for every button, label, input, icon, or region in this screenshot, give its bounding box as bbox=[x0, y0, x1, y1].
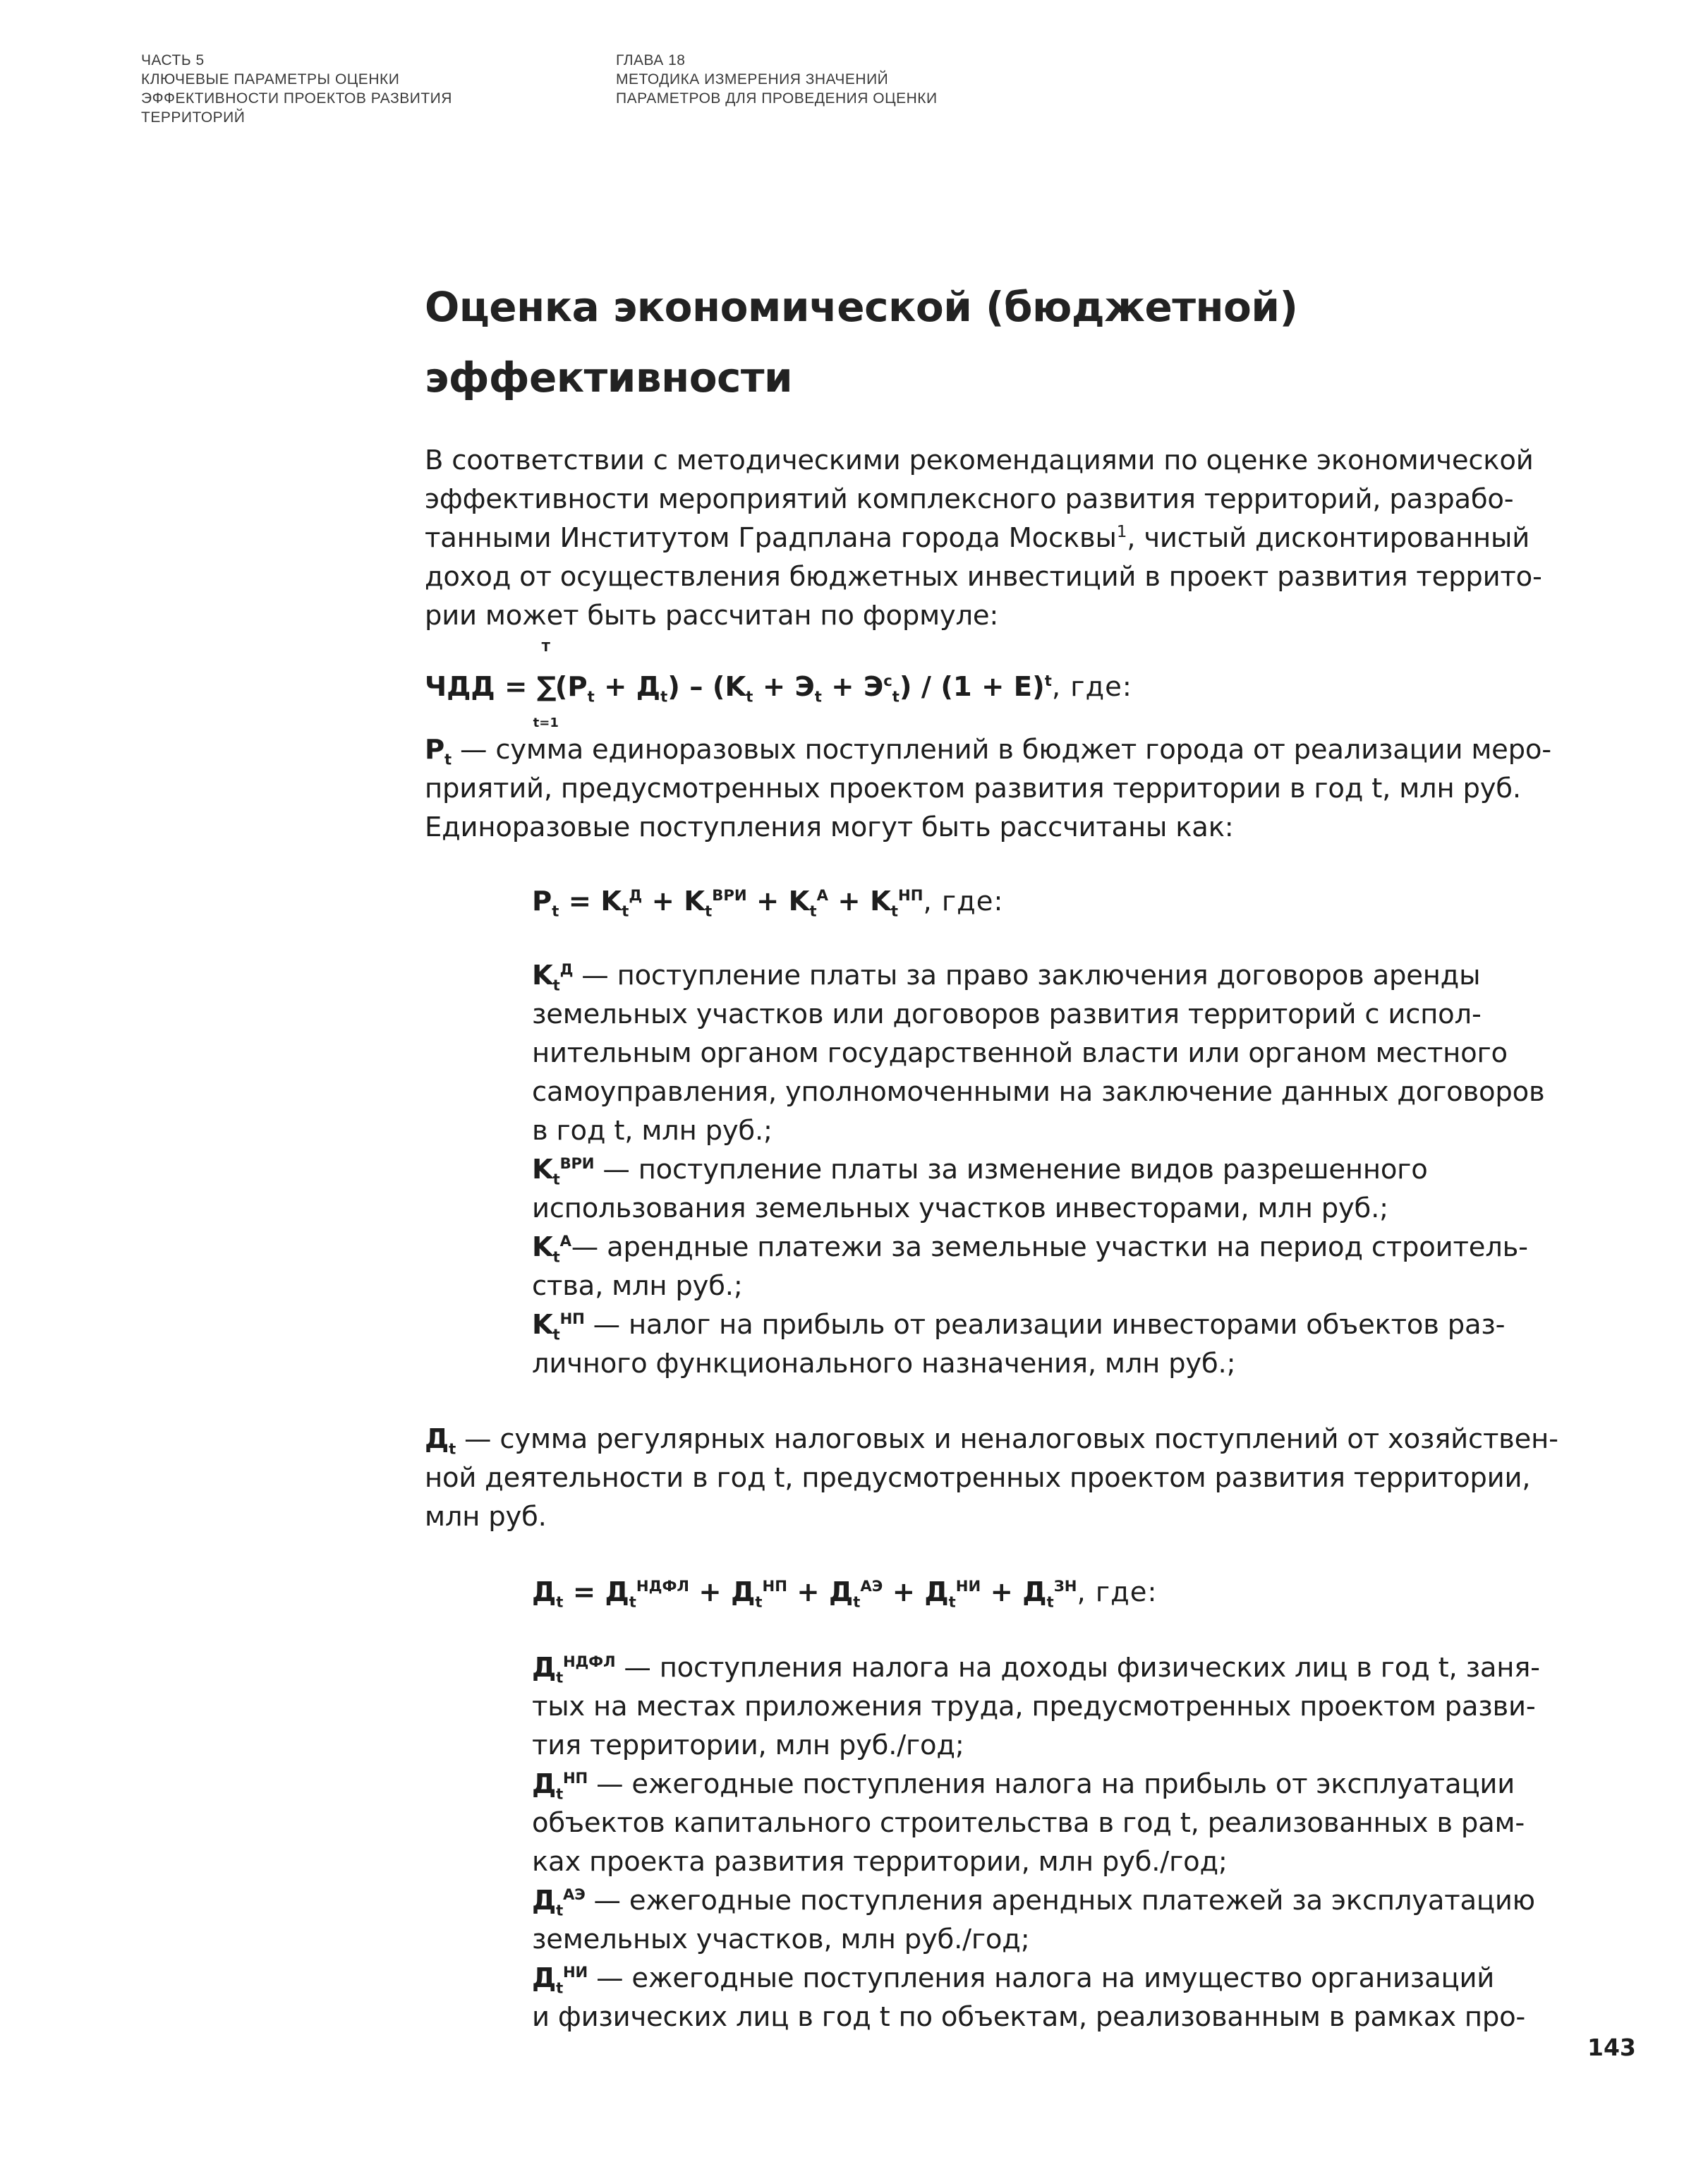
k-def-a: $K_t^А—$ арендные платежи за земельные участки на период строитель- ства, млн руб.; bbox=[532, 1231, 1528, 1302]
running-header-chapter bbox=[616, 51, 938, 108]
header-line: МЕТОДИКА ИЗМЕРЕНИЯ ЗНАЧЕНИЙ bbox=[616, 71, 889, 87]
d-definitions bbox=[532, 1648, 1539, 2036]
header-line: ПАРАМЕТРОВ ДЛЯ ПРОВЕДЕНИЯ ОЦЕНКИ bbox=[616, 90, 938, 107]
d-def-ndfl: $Д_t^{НДФЛ}$ — поступления налога на доходы физических лиц в год t, заня- тых на местах приложения труда, предусмотренных проектом разви- тия территории, млн руб./год; bbox=[532, 1652, 1540, 1761]
p-definition: $P_t$ — сумма единоразовых поступлений в бюджет города от реализации меро- приятий, предусмотренных проектом развития территории в год t, млн руб. Единоразовые поступления могут быть рассчитаны как: bbox=[425, 734, 1551, 843]
intro-line: эффективности мероприятий комплексного развития территорий, разрабо- bbox=[425, 483, 1514, 515]
k-definitions bbox=[532, 956, 1545, 1383]
p-formula: $P_t = K_t^Д + K_t^{ВРИ} + K_t^А + K_t^{НП}$, где: bbox=[532, 886, 1004, 920]
header-line: ТЕРРИТОРИЙ bbox=[141, 109, 246, 126]
k-def-np: $K_t^{НП}$ — налог на прибыль от реализации инвесторами объектов раз- личного функционального назначения, млн руб.; bbox=[532, 1309, 1506, 1380]
intro-line: В соответствии с методическими рекомендациями по оценке экономической bbox=[425, 445, 1534, 476]
intro-line: танными Институтом Градплана города Москвы bbox=[425, 522, 1117, 554]
title-line: Оценка экономической (бюджетной) bbox=[425, 283, 1298, 331]
header-line: ЭФФЕКТИВНОСТИ ПРОЕКТОВ РАЗВИТИЯ bbox=[141, 90, 452, 107]
intro-paragraph bbox=[425, 441, 1542, 635]
header-line: ГЛАВА 18 bbox=[616, 52, 686, 68]
d-def-ae: $Д_t^{АЭ}$ — ежегодные поступления арендных платежей за эксплуатацию земельных участков, млн руб./год; bbox=[532, 1885, 1535, 1955]
k-def-d: $K_t^Д$ — поступление платы за право заключения договоров аренды земельных участков или договоров развития территорий с испол- нительным органом государственной власти или органом местного самоуправления, уполномоченными на заключение данных договоров в год t, млн руб.; bbox=[532, 960, 1545, 1147]
page-number: 143 bbox=[1587, 2034, 1636, 2061]
intro-line: , чистый дисконтированный bbox=[1127, 522, 1530, 554]
page-body bbox=[425, 272, 1558, 2036]
d-def-np: $Д_t^{НП}$ — ежегодные поступления налога на прибыль от эксплуатации объектов капитального строительства в год t, реализованных в рам- ках проекта развития территории, млн руб./год; bbox=[532, 1768, 1525, 1878]
d-definition: $Д_t$ — сумма регулярных налоговых и неналоговых поступлений от хозяйствен- ной деятельности в год t, предусмотренных проектом развития территории, млн руб. bbox=[425, 1423, 1558, 1533]
k-def-vri: $K_t^{ВРИ}$ — поступление платы за изменение видов разрешенного использования земельных участков инвесторами, млн руб.; bbox=[532, 1154, 1428, 1224]
footnote-ref: 1 bbox=[1116, 523, 1127, 542]
section-title bbox=[425, 272, 1539, 413]
d-formula: $Д_t = Д_t^{НДФЛ} + Д_t^{НП} + Д_t^{АЭ} + Д_t^{НИ} + Д_t^{ЗН}$, где: bbox=[532, 1576, 1158, 1611]
header-line: ЧАСТЬ 5 bbox=[141, 52, 205, 68]
d-def-ni: $Д_t^{НИ}$ — ежегодные поступления налога на имущество организаций и физических лиц в год t по объектам, реализованным в рамках про- bbox=[532, 1962, 1526, 2033]
intro-line: рии может быть рассчитан по формуле: bbox=[425, 600, 999, 632]
title-line: эффективности bbox=[425, 354, 793, 402]
running-header-part bbox=[141, 51, 452, 127]
sum-symbol: T ∑ t=1 bbox=[533, 640, 559, 730]
header-line: КЛЮЧЕВЫЕ ПАРАМЕТРЫ ОЦЕНКИ bbox=[141, 71, 400, 87]
intro-line: доход от осуществления бюджетных инвестиций в проект развития террито- bbox=[425, 561, 1542, 593]
npv-formula: ЧДД = T ∑ t=1 $(P_t + Д_t) - (K_t + Э_t + Э^c_t) / (1 + E)^t$, где: bbox=[425, 640, 1132, 730]
